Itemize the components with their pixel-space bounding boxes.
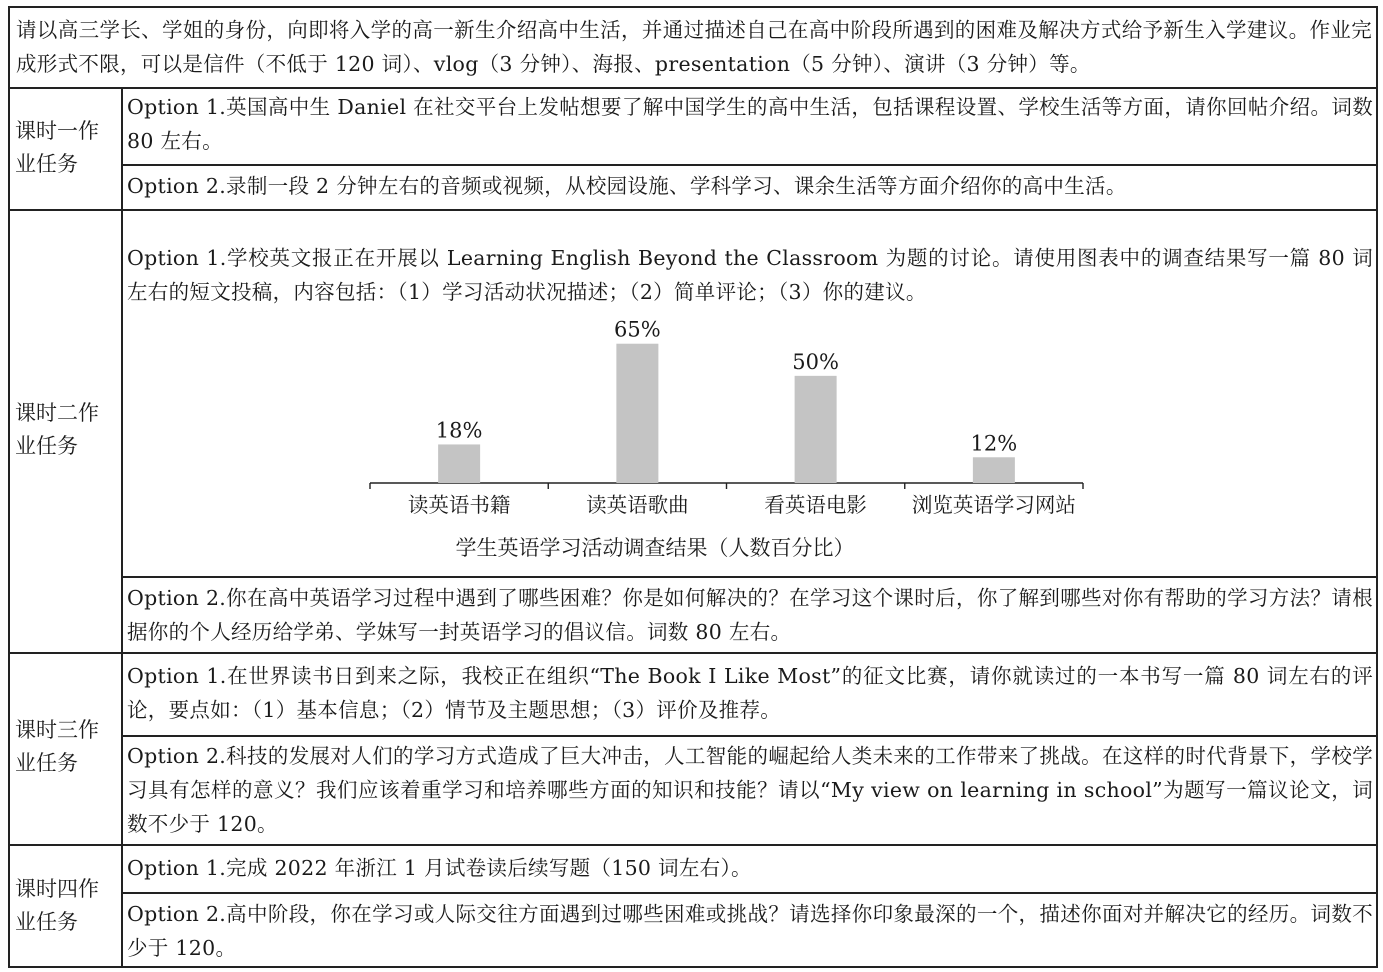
survey-bar-chart: [350, 305, 1110, 575]
row-divider: [8, 844, 1378, 846]
bar: [795, 376, 837, 483]
row-divider: [8, 87, 1378, 89]
lesson-1-option-2: Option 2.录制一段 2 分钟左右的音频或视频，从校园设施、学科学习、课余生活等方面介绍你的高中生活。: [127, 174, 1127, 198]
option-divider: [122, 164, 1378, 166]
option-divider: [122, 576, 1378, 578]
bar-value-label: 50%: [792, 349, 839, 374]
category-label: 读英语歌曲: [586, 493, 689, 517]
bar-value-label: 65%: [614, 317, 661, 342]
bar-value-label: 12%: [970, 431, 1018, 456]
bar: [438, 444, 480, 483]
assignment-intro: 请以高三学长、学姐的身份，向即将入学的高一新生介绍高中生活，并通过描述自己在高中阶段所遇到的困难及解决方式给予新生入学建议。作业完成形式不限，可以是信件（不低于 120 词）、vlog（3 分钟）、海报、presentation（5 分钟）、演讲（3 分钟）等。: [16, 18, 1372, 76]
category-label: 浏览英语学习网站: [911, 493, 1076, 517]
lesson-4-option-1: Option 1.完成 2022 年浙江 1 月试卷读后续写题（150 词左右）。: [127, 856, 752, 880]
section-label-lesson-2: 课时二作业任务: [15, 401, 99, 458]
bar: [616, 344, 658, 483]
lesson-2-option-1: Option 1.学校英文报正在开展以 Learning English Beyond the Classroom 为题的讨论。请使用图表中的调查结果写一篇 80 词左右的短文投稿，内容包括：（1）学习活动状况描述；（2）简单评论；（3）你的建议。: [127, 246, 1373, 304]
row-divider: [8, 652, 1378, 654]
lesson-4-option-2: Option 2.高中阶段，你在学习或人际交往方面遇到过哪些困难或挑战？请选择你印象最深的一个，描述你面对并解决它的经历。词数不少于 120。: [127, 902, 1373, 960]
bar: [973, 457, 1015, 483]
lesson-2-option-2: Option 2.你在高中英语学习过程中遇到了哪些困难？你是如何解决的？在学习这个课时后，你了解到哪些对你有帮助的学习方法？请根据你的个人经历给学弟、学妹写一封英语学习的倡议信。词数 80 左右。: [127, 586, 1373, 644]
bar-value-label: 18%: [435, 418, 483, 443]
option-divider: [122, 735, 1378, 737]
section-label-lesson-4: 课时四作业任务: [15, 877, 99, 934]
column-divider: [121, 88, 123, 968]
lesson-1-option-1: Option 1.英国高中生 Daniel 在社交平台上发帖想要了解中国学生的高中生活，包括课程设置、学校生活等方面，请你回帖介绍。词数 80 左右。: [127, 95, 1373, 153]
chart-title: 学生英语学习活动调查结果（人数百分比）: [455, 536, 855, 560]
row-divider: [8, 209, 1378, 211]
lesson-3-option-1: Option 1.在世界读书日到来之际，我校正在组织“The Book I Like Most”的征文比赛，请你就读过的一本书写一篇 80 词左右的评论，要点如：（1）基本信息；（2）情节及主题思想；（3）评价及推荐。: [127, 664, 1373, 722]
category-label: 读英语书籍: [407, 493, 511, 517]
lesson-3-option-2: Option 2.科技的发展对人们的学习方式造成了巨大冲击，人工智能的崛起给人类未来的工作带来了挑战。在这样的时代背景下，学校学习具有怎样的意义？我们应该着重学习和培养哪些方面的知识和技能？请以“My view on learning in school”为题写一篇议论文，词数不少于 120。: [127, 744, 1373, 836]
option-divider: [122, 892, 1378, 894]
section-label-lesson-3: 课时三作业任务: [15, 718, 99, 775]
bar-chart-svg: [350, 305, 1110, 575]
section-label-lesson-1: 课时一作业任务: [15, 119, 99, 176]
category-label: 看英语电影: [764, 493, 867, 517]
